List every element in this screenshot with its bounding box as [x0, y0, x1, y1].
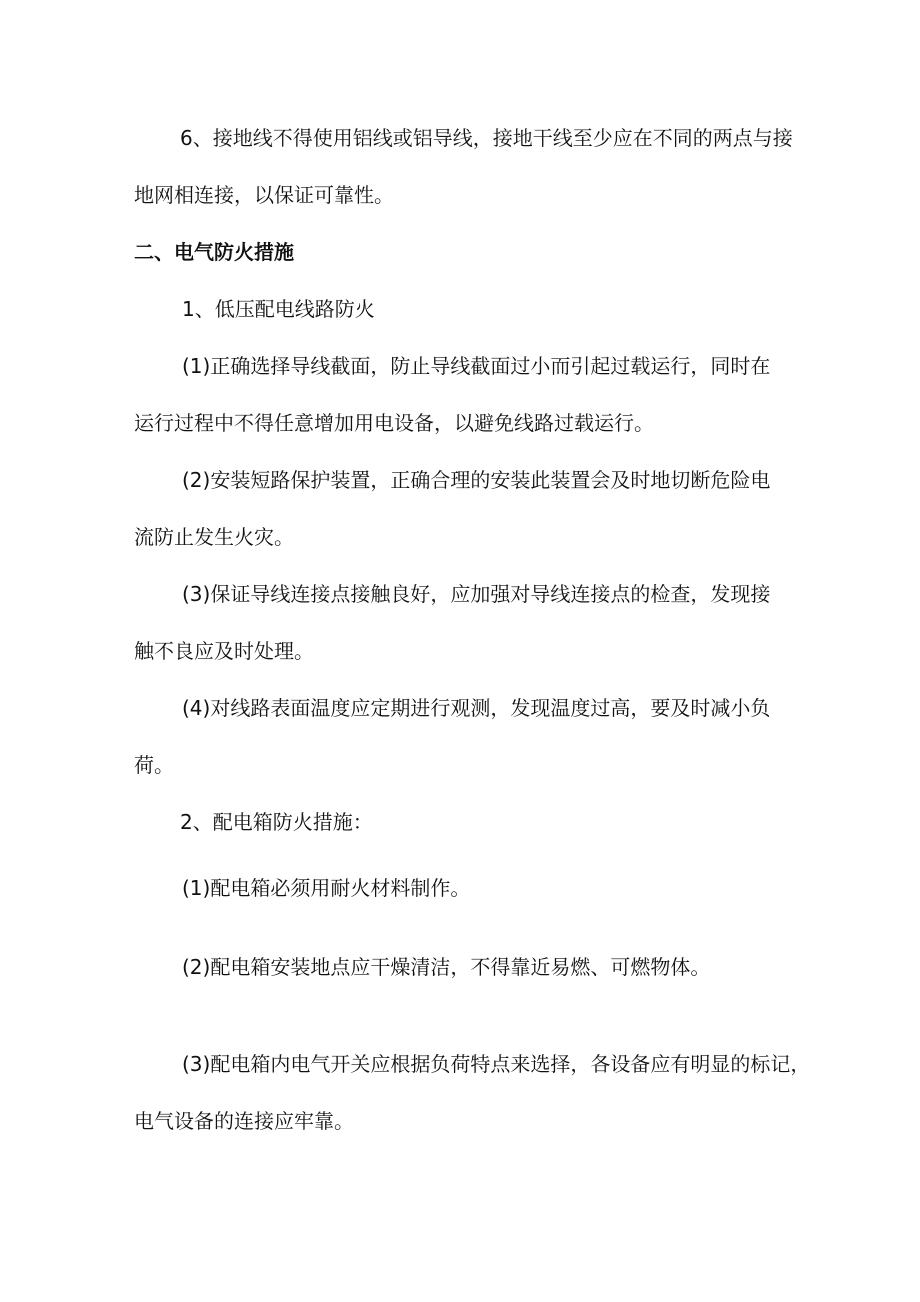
box-item-3-line-2: 电气设备的连接应牢靠。 — [134, 1109, 354, 1133]
item-1-line-2: 运行过程中不得任意增加用电设备，以避免线路过载运行。 — [134, 411, 654, 435]
item-4-line-2: 荷。 — [134, 753, 174, 777]
section-heading: 二、电气防火措施 — [134, 240, 294, 264]
box-item-1: (1)配电箱必须用耐火材料制作。 — [182, 876, 471, 900]
item-3-line-2: 触不良应及时处理。 — [134, 639, 314, 663]
item-3-line-1: (3)保证导线连接点接触良好，应加强对导线连接点的检查，发现接 — [182, 582, 771, 606]
item-2-line-2: 流防止发生火灾。 — [134, 525, 294, 549]
subsection-1-title: 1、低压配电线路防火 — [182, 297, 375, 321]
item-4-line-1: (4)对线路表面温度应定期进行观测，发现温度过高，要及时减小负 — [182, 696, 771, 720]
paragraph-6-line-1: 6、接地线不得使用铝线或铝导线，接地干线至少应在不同的两点与接 — [180, 126, 793, 150]
box-item-3-line-1: (3)配电箱内电气开关应根据负荷特点来选择，各设备应有明显的标记， — [182, 1052, 811, 1076]
item-1-line-1: (1)正确选择导线截面，防止导线截面过小而引起过载运行，同时在 — [182, 354, 771, 378]
item-2-line-1: (2)安装短路保护装置，正确合理的安装此装置会及时地切断危险电 — [182, 468, 771, 492]
subsection-2-title: 2、配电箱防火措施： — [180, 810, 373, 834]
paragraph-6-line-2: 地网相连接，以保证可靠性。 — [134, 183, 394, 207]
box-item-2: (2)配电箱安装地点应干燥清洁，不得靠近易燃、可燃物体。 — [182, 955, 711, 979]
